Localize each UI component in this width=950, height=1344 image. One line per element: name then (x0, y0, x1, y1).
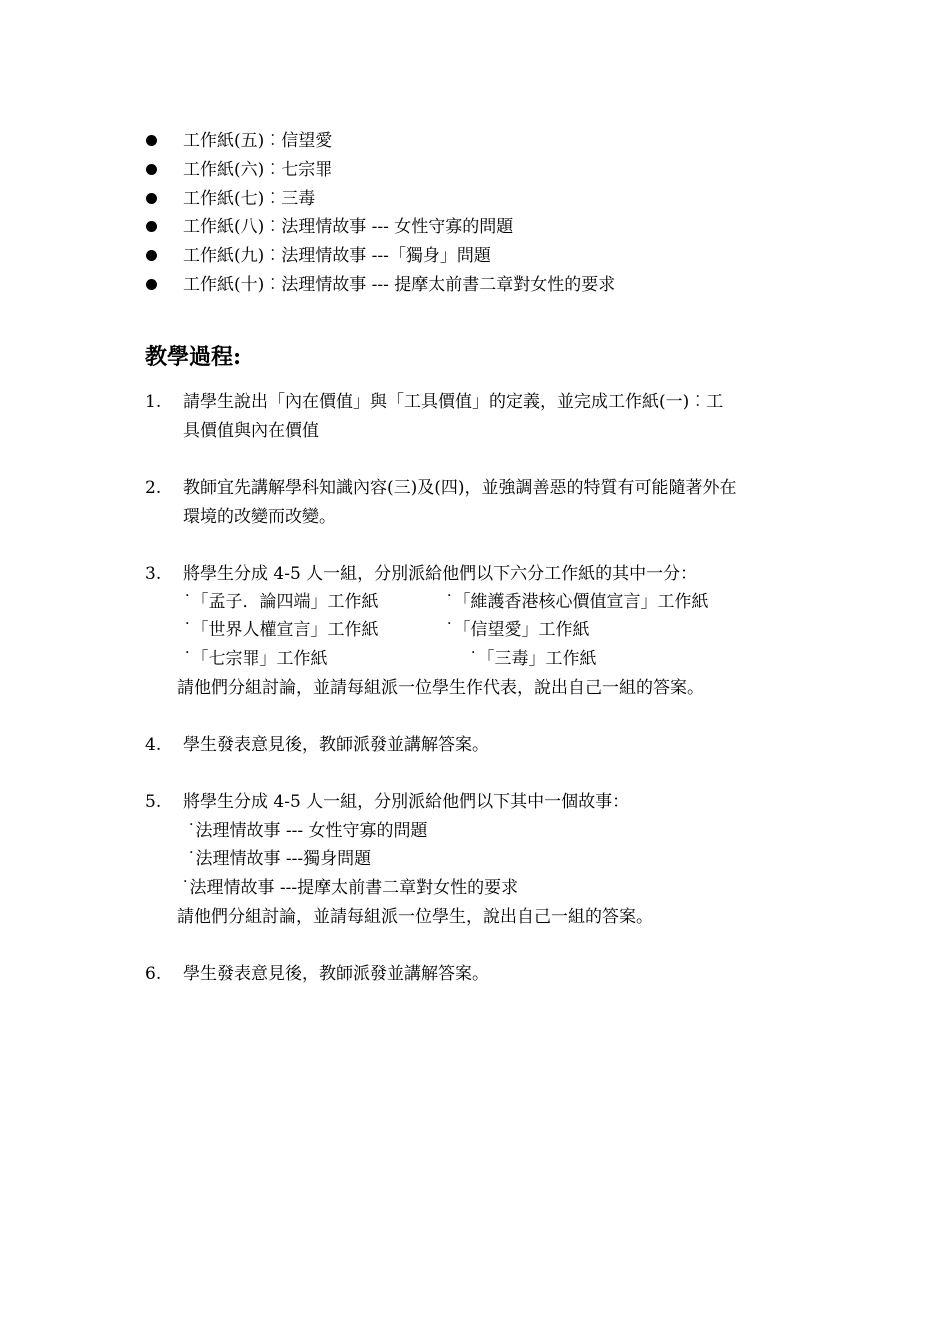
bullet-icon (146, 135, 157, 146)
step-intro: 將學生分成 4-5 人一組，分別派給他們以下其中一個故事： (183, 792, 630, 812)
worksheet-option: ˙「三毒」工作紙 (469, 649, 597, 669)
step-text: 具價值與內在價值 (183, 421, 319, 441)
step-outro: 請他們分組討論，並請每組派一位學生作代表，說出自己一組的答案。 (177, 678, 704, 698)
worksheet-item: 工作紙(五)︰信望愛 (183, 131, 333, 151)
worksheet-option: ˙「孟子．論四端」工作紙 (183, 592, 379, 612)
step-number: 2. (145, 478, 162, 498)
bullet-icon (146, 279, 157, 290)
worksheet-item: 工作紙(七)︰三毒 (183, 189, 316, 209)
step-text: 教師宜先講解學科知識內容(三)及(四)，並強調善惡的特質有可能隨著外在 (183, 478, 737, 498)
bullet-icon (146, 221, 157, 232)
story-option: ˙法理情故事 ---獨身問題 (187, 849, 372, 869)
step-number: 3. (145, 564, 162, 584)
step-number: 6. (145, 964, 162, 984)
worksheet-option: ˙「信望愛」工作紙 (445, 620, 590, 640)
bullet-icon (146, 250, 157, 261)
worksheet-item: 工作紙(十)︰法理情故事 --- 提摩太前書二章對女性的要求 (183, 275, 616, 295)
worksheet-item: 工作紙(六)︰七宗罪 (183, 160, 333, 180)
step-number: 1. (145, 392, 162, 412)
step-text: 請學生說出「內在價值」與「工具價值」的定義，並完成工作紙(一)︰工 (183, 392, 724, 412)
story-option: ˙法理情故事 ---提摩太前書二章對女性的要求 (181, 878, 519, 898)
step-outro: 請他們分組討論，並請每組派一位學生，說出自己一組的答案。 (177, 907, 653, 927)
bullet-icon (146, 193, 157, 204)
worksheet-option: ˙「七宗罪」工作紙 (183, 649, 328, 669)
section-heading: 教學過程: (145, 344, 242, 370)
step-intro: 將學生分成 4-5 人一組，分別派給他們以下六分工作紙的其中一分： (183, 564, 698, 584)
step-number: 4. (145, 735, 162, 755)
story-option: ˙法理情故事 --- 女性守寡的問題 (187, 821, 428, 841)
worksheet-item: 工作紙(八)︰法理情故事 --- 女性守寡的問題 (183, 217, 514, 237)
worksheet-option: ˙「維護香港核心價值宣言」工作紙 (445, 592, 709, 612)
worksheet-item: 工作紙(九)︰法理情故事 ---「獨身」問題 (183, 246, 491, 266)
worksheet-option: ˙「世界人權宣言」工作紙 (183, 620, 379, 640)
step-number: 5. (145, 792, 162, 812)
step-text: 學生發表意見後，教師派發並講解答案。 (183, 964, 489, 984)
step-text: 環境的改變而改變。 (183, 507, 336, 527)
step-text: 學生發表意見後，教師派發並講解答案。 (183, 735, 489, 755)
bullet-icon (146, 164, 157, 175)
